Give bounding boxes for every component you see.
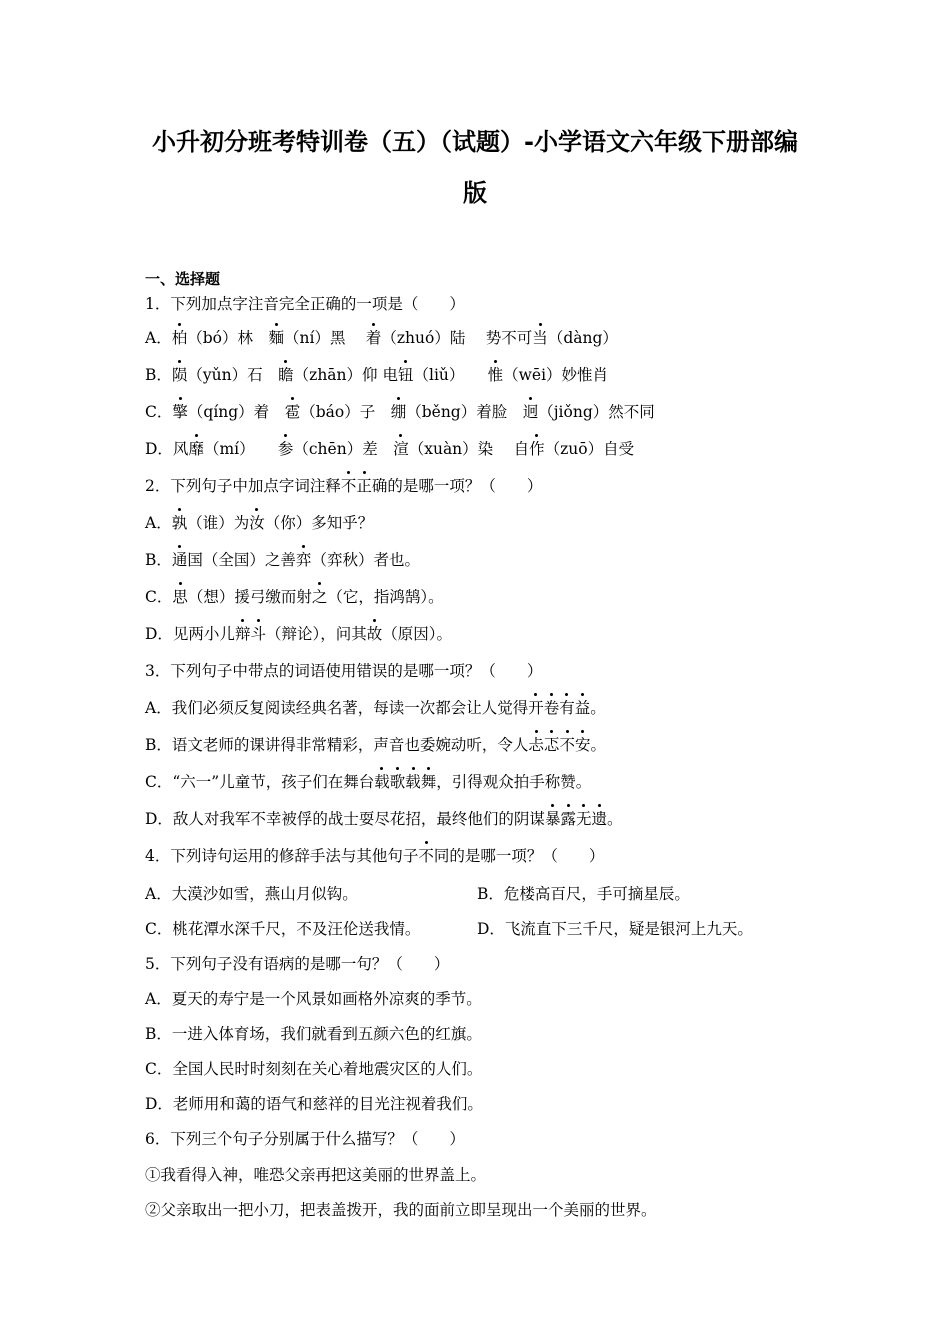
question-4-option-c: C．桃花潭水深千尺，不及汪伦送我情。 <box>145 920 421 938</box>
page-title-continued: 版 <box>463 179 487 207</box>
question-2-option-d: D．见两小儿辩斗（辩论），问其故（原因）。 <box>145 625 453 643</box>
question-6-sentence-1: ①我看得入神，唯恐父亲再把这美丽的世界盖上。 <box>145 1166 487 1184</box>
question-1-option-a: A．柏（bó）林 麵（ní）黑 着（zhuó）陆 势不可当（dàng） <box>145 329 618 347</box>
question-5-option-c: C．全国人民时时刻刻在关心着地震灾区的人们。 <box>145 1060 483 1078</box>
question-6-stem: 6．下列三个句子分别属于什么描写？（ ） <box>145 1130 465 1148</box>
question-1-option-d: D．风靡（mí） 参（chēn）差 渲（xuàn）染 自作（zuō）自受 <box>145 440 635 458</box>
question-3-stem: 3．下列句子中带点的词语使用错误的是哪一项？（ ） <box>145 662 543 680</box>
question-5-option-d: D．老师用和蔼的语气和慈祥的目光注视着我们。 <box>145 1095 483 1113</box>
section-heading: 一、选择题 <box>145 270 221 288</box>
question-2-stem: 2．下列句子中加点字词注释不正确的是哪一项？（ ） <box>145 477 543 495</box>
question-4-option-d: D．飞流直下三千尺，疑是银河上九天。 <box>477 920 753 938</box>
question-4-option-a: A．大漠沙如雪，燕山月似钩。 <box>145 885 358 903</box>
question-5-stem: 5．下列句子没有语病的是哪一句？（ ） <box>145 955 450 973</box>
question-2-option-a: A．孰（谁）为汝（你）多知乎？ <box>145 514 374 532</box>
question-6-sentence-2: ②父亲取出一把小刀，把表盖拨开，我的面前立即呈现出一个美丽的世界。 <box>145 1201 657 1219</box>
page-title: 小升初分班考特训卷（五）（试题）-小学语文六年级下册部编 <box>152 128 798 156</box>
question-1-stem: 1．下列加点字注音完全正确的一项是（ ） <box>145 295 465 313</box>
question-2-option-b: B．通国（全国）之善弈（弈秋）者也。 <box>145 551 420 569</box>
question-3-option-b: B．语文老师的课讲得非常精彩，声音也委婉动听，令人忐忑不安。 <box>145 736 606 754</box>
question-4-stem: 4．下列诗句运用的修辞手法与其他句子不同的是哪一项？（ ） <box>145 847 605 865</box>
question-3-option-a: A．我们必须反复阅读经典名著，每读一次都会让人觉得开卷有益。 <box>145 699 606 717</box>
question-5-option-b: B．一进入体育场，我们就看到五颜六色的红旗。 <box>145 1025 482 1043</box>
question-1-option-c: C．擎（qíng）着 雹（báo）子 绷（běng）着脸 迥（jiǒng）然不同 <box>145 403 655 421</box>
question-5-option-a: A．夏天的寿宁是一个风景如画格外凉爽的季节。 <box>145 990 482 1008</box>
question-4-option-b: B．危楼高百尺，手可摘星辰。 <box>477 885 690 903</box>
question-2-option-c: C．思（想）援弓缴而射之（它，指鸿鹄）。 <box>145 588 444 606</box>
question-3-option-c: C．“六一”儿童节，孩子们在舞台载歌载舞，引得观众拍手称赞。 <box>145 773 592 791</box>
question-3-option-d: D．敌人对我军不幸被俘的战士耍尽花招，最终他们的阴谋暴露无遗。 <box>145 810 623 828</box>
question-1-option-b: B．陨（yǔn）石 瞻（zhān）仰 电钮（liǔ） 惟（wēi）妙惟肖 <box>145 366 609 384</box>
